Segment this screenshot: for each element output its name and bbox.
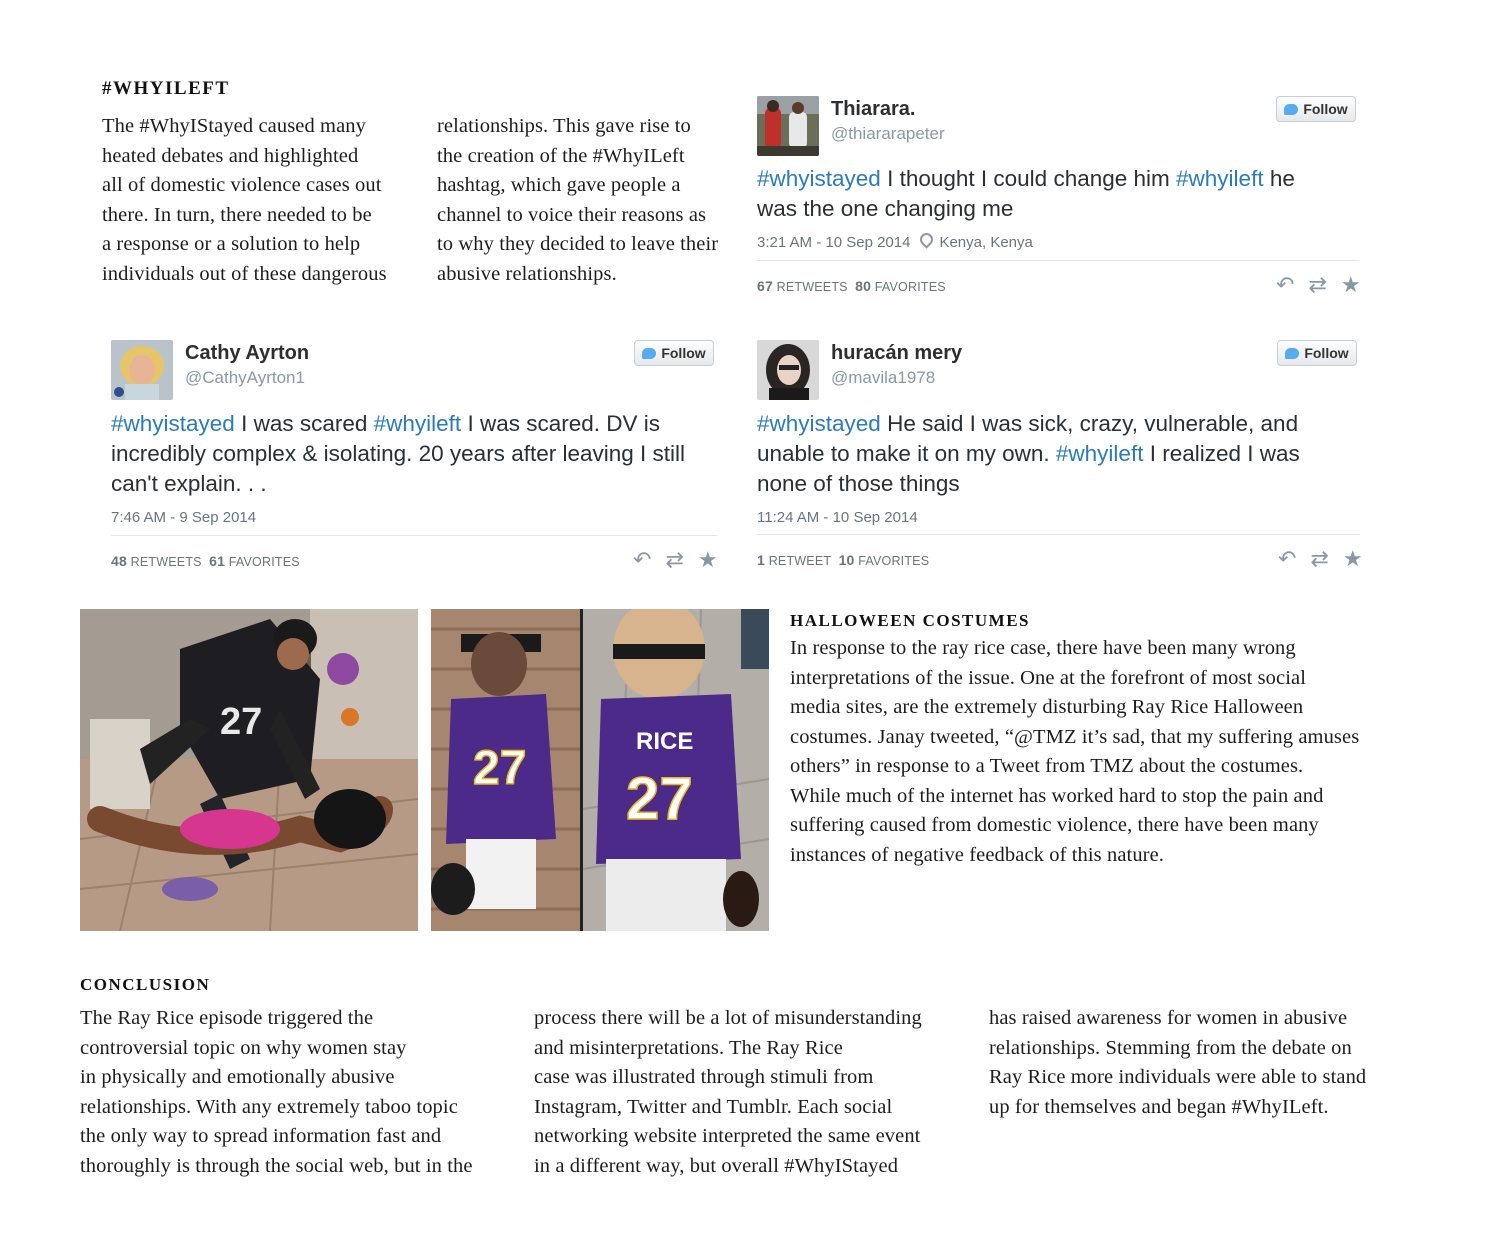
text-line: relationships. With any extremely taboo topic <box>80 1095 458 1118</box>
tweet-text-segment: I was scared <box>234 411 374 436</box>
photo-adult-costume <box>80 609 418 931</box>
jersey-number-text: 27 <box>220 701 263 743</box>
tweet-text-line <box>757 194 1295 224</box>
location-pin-icon <box>918 230 936 248</box>
text-line: has raised awareness for women in abusive <box>989 1007 1348 1029</box>
twitter-bird-icon <box>1285 348 1299 359</box>
favorite-star-icon[interactable]: ★ <box>1342 546 1363 571</box>
text-line: media sites, are the extremely disturbing Ray Rice Halloween <box>790 696 1304 718</box>
retweet-count[interactable]: 1 <box>757 552 765 568</box>
text-line: channel to voice their reasons as <box>437 203 707 226</box>
retweet-icon[interactable]: ⇄ <box>1308 272 1327 297</box>
tweet-text-segment: none of those things <box>757 471 960 496</box>
tweet-stats <box>111 553 300 569</box>
reply-icon[interactable]: ↶ <box>633 547 652 572</box>
reply-icon[interactable]: ↶ <box>1278 546 1297 571</box>
tweet-timestamp[interactable]: 11:24 AM - 10 Sep 2014 <box>757 509 918 526</box>
conclusion-column-3 <box>989 1004 1366 1122</box>
tweet-text <box>757 409 1300 499</box>
retweet-label: RETWEETS <box>776 280 848 294</box>
favorite-count[interactable]: 61 <box>209 553 226 569</box>
text-line: and misinterpretations. The Ray Rice <box>534 1036 843 1059</box>
text-line: others” in response to a Tweet from TMZ about the costumes. <box>790 755 1304 777</box>
divider <box>757 534 1360 535</box>
tweet-huracan-mery <box>757 340 1363 580</box>
text-line: Instagram, Twitter and Tumblr. Each social <box>534 1095 893 1118</box>
favorite-count[interactable]: 80 <box>855 278 872 294</box>
user-handle[interactable]: @CathyAyrton1 <box>185 368 305 387</box>
tweet-timestamp[interactable]: 7:46 AM - 9 Sep 2014 <box>111 509 257 526</box>
tweet-text-segment: He said I was sick, crazy, vulnerable, and <box>880 411 1299 436</box>
jersey-name-text: RICE <box>636 728 694 755</box>
tweet-cathy-ayrton <box>111 340 717 580</box>
retweet-count[interactable]: 48 <box>111 553 127 569</box>
text-line: to why they decided to leave their <box>437 233 719 255</box>
user-name[interactable]: Cathy Ayrton <box>185 342 310 364</box>
text-line: relationships. Stemming from the debate on <box>989 1036 1352 1059</box>
tweet-text-line <box>757 409 1300 439</box>
tweet-text-line <box>111 469 685 499</box>
tweet-actions <box>1264 546 1363 572</box>
tweet-meta <box>757 509 918 526</box>
retweet-icon[interactable]: ⇄ <box>1310 546 1329 571</box>
text-line: suffering caused from domestic violence, there have been many <box>790 814 1319 836</box>
favorite-star-icon[interactable]: ★ <box>1340 272 1361 297</box>
follow-button[interactable] <box>1277 340 1357 366</box>
avatar <box>111 340 173 400</box>
jersey-number-text: 27 <box>473 742 527 795</box>
tweet-text-line <box>111 439 685 469</box>
tweet-thiarara <box>757 96 1359 306</box>
section-heading-halloween: HALLOWEEN COSTUMES <box>790 611 1031 630</box>
tweet-text-segment: I thought I could change him <box>880 166 1177 191</box>
text-line: relationships. This gave rise to <box>437 115 691 137</box>
favorite-label: FAVORITES <box>874 280 946 294</box>
avatar <box>757 96 819 156</box>
tweet-text-segment: incredibly complex & isolating. 20 years after leaving I still <box>111 441 686 466</box>
text-line: heated debates and highlighted <box>102 144 359 167</box>
tweet-text-segment: can't explain. . . <box>111 471 267 496</box>
text-line: case was illustrated through stimuli from <box>534 1066 874 1088</box>
text-line: controversial topic on why women stay <box>80 1036 407 1059</box>
tweet-text-line <box>757 439 1300 469</box>
divider <box>757 260 1359 261</box>
twitter-bird-icon <box>642 348 656 359</box>
whyileft-column-2 <box>437 112 718 289</box>
hashtag-link[interactable]: #whyileft <box>1055 441 1144 466</box>
tweet-stats <box>757 552 929 568</box>
tweet-meta <box>111 509 256 526</box>
tweet-text-line <box>111 409 685 439</box>
favorite-star-icon[interactable]: ★ <box>697 547 718 572</box>
avatar <box>757 340 819 400</box>
text-line: The #WhyIStayed caused many <box>102 115 366 137</box>
user-handle[interactable]: @mavila1978 <box>831 368 936 387</box>
tweet-actions <box>1262 272 1361 298</box>
text-line: In response to the ray rice case, there have been many wrong <box>790 637 1296 659</box>
retweet-count[interactable]: 67 <box>757 278 773 294</box>
tweet-text-segment: unable to make it on my own. <box>757 441 1056 466</box>
tweet-text-segment: was the one changing me <box>757 196 1014 221</box>
tweet-text-segment: he <box>1263 166 1295 191</box>
hashtag-link[interactable]: #whyistayed <box>757 411 881 436</box>
text-line: thoroughly is through the social web, but in the <box>80 1154 473 1177</box>
text-line: networking website interpreted the same event <box>534 1125 921 1147</box>
hashtag-link[interactable]: #whyileft <box>373 411 462 436</box>
text-line: abusive relationships. <box>437 262 617 285</box>
text-line: individuals out of these dangerous <box>102 262 387 285</box>
tweet-text <box>111 409 685 499</box>
follow-label: Follow <box>1303 101 1348 117</box>
retweet-icon[interactable]: ⇄ <box>665 547 684 572</box>
text-line: up for themselves and began #WhyILeft. <box>989 1095 1329 1118</box>
tweet-timestamp[interactable]: 3:21 AM - 10 Sep 2014 <box>757 234 911 251</box>
reply-icon[interactable]: ↶ <box>1276 272 1295 297</box>
user-name[interactable]: Thiarara. <box>831 98 916 120</box>
tweet-text-segment: I was scared. DV is <box>461 411 660 436</box>
tweet-meta <box>757 233 1033 251</box>
text-line: hashtag, which gave people a <box>437 174 681 196</box>
tweet-text-line <box>757 164 1295 194</box>
text-line: the creation of the #WhyILeft <box>437 144 685 167</box>
text-line: all of domestic violence cases out <box>102 174 382 196</box>
section-heading-conclusion: CONCLUSION <box>80 975 211 994</box>
text-line: Ray Rice more individuals were able to stand <box>989 1066 1367 1088</box>
text-line: While much of the internet has worked hard to stop the pain and <box>790 784 1324 807</box>
tweet-text-segment: I realized I was <box>1143 441 1300 466</box>
section-heading-whyileft: #WHYILEFT <box>102 78 230 99</box>
tweet-text <box>757 164 1295 224</box>
text-line: there. In turn, there needed to be <box>102 203 372 226</box>
user-name[interactable]: huracán mery <box>831 342 963 364</box>
hashtag-link[interactable]: #whyileft <box>1176 166 1264 191</box>
follow-label: Follow <box>1304 345 1349 361</box>
photo-kids-costume <box>431 609 769 931</box>
retweet-label: RETWEETS <box>130 555 202 569</box>
favorite-count[interactable]: 10 <box>838 552 855 568</box>
text-line: process there will be a lot of misunderstanding <box>534 1007 922 1029</box>
favorite-label: FAVORITES <box>228 555 300 569</box>
text-line: The Ray Rice episode triggered the <box>80 1007 374 1029</box>
hashtag-link[interactable]: #whyistayed <box>111 411 235 436</box>
divider <box>111 535 717 536</box>
text-line: instances of negative feedback of this nature. <box>790 843 1165 866</box>
tweet-actions <box>619 547 718 573</box>
tweet-stats <box>757 278 946 294</box>
tweet-text-line <box>757 469 1300 499</box>
conclusion-column-2 <box>534 1004 922 1181</box>
text-line: the only way to spread information fast and <box>80 1125 442 1147</box>
text-line: in physically and emotionally abusive <box>80 1066 395 1088</box>
text-line: costumes. Janay tweeted, “@TMZ it’s sad, that my suffering amuses <box>790 725 1360 748</box>
conclusion-column-1 <box>80 1004 473 1181</box>
text-line: a response or a solution to help <box>102 233 361 255</box>
text-line: interpretations of the issue. One at the forefront of most social <box>790 666 1307 689</box>
text-line: in a different way, but overall #WhyIStayed <box>534 1154 899 1177</box>
favorite-label: FAVORITES <box>858 554 930 568</box>
follow-label: Follow <box>661 345 706 361</box>
follow-button[interactable] <box>1276 96 1356 122</box>
hashtag-link[interactable]: #whyistayed <box>757 166 881 191</box>
twitter-bird-icon <box>1284 104 1298 115</box>
jersey-number-text: 27 <box>626 765 693 832</box>
follow-button[interactable] <box>634 340 714 366</box>
tweet-location[interactable]: Kenya, Kenya <box>939 234 1033 251</box>
user-handle[interactable]: @thiararapeter <box>831 124 945 143</box>
whyileft-column-1 <box>102 112 387 289</box>
retweet-label: RETWEET <box>768 554 832 568</box>
halloween-paragraph <box>790 634 1359 870</box>
